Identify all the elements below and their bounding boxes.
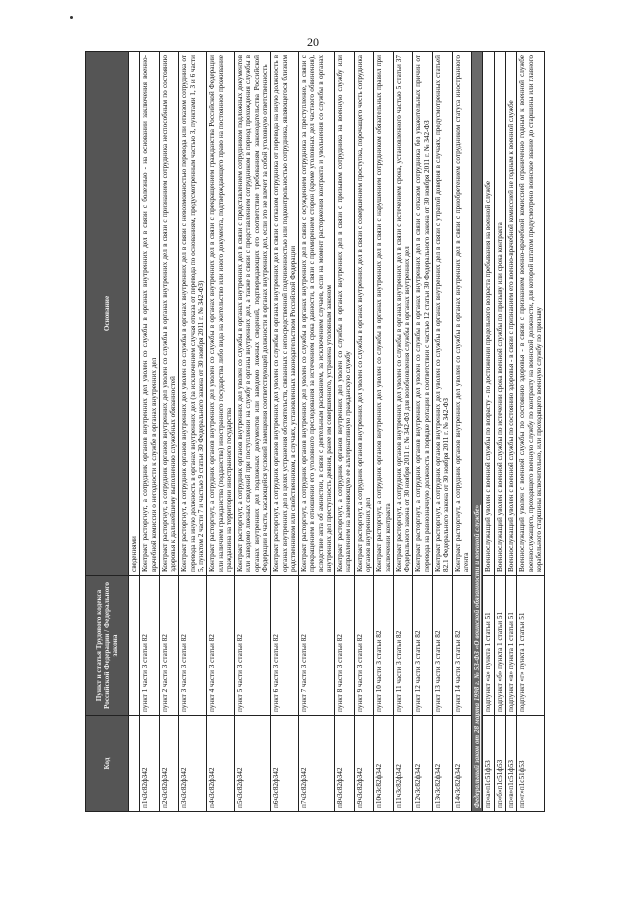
table-row [179,52,207,812]
basis-cell: Контракт расторгнут, а сотрудник органов внутренних дел уволен со службы в органах внутренних дел в связи с прекращением гражданства Российской Федерации или наличием гражданства (подданства) иностранного государства либо вида на жительство или иного документа, подтверждающего право на постоянное проживание гражданина на территории иностранного государства [207,52,235,576]
code-cell: п14ч3с82ф342 [452,716,472,812]
table-row [374,52,394,812]
point-cell: пункт 1 части 3 статьи 82 [140,576,160,716]
table-row [413,52,433,812]
table-row [140,52,160,812]
dismissal-codes-table [85,51,545,812]
point-cell: пункт 5 части 3 статьи 82 [235,576,271,716]
basis-cell: Контракт расторгнут, а сотрудник органов внутренних дел уволен со службы в органах внутренних дел в связи с отказом сотрудника от перевода на иную должность в органах внутренних дел в целях устранения обстоятельств, связанных с непосредственной подчиненностью или подконтрольностью сотрудника, являющегося близким родственником или свойственником, в случаях, установленных законодательством Российской Федерации [271,52,299,576]
section-row [472,52,483,812]
table-row [483,52,494,812]
basis-cell: Контракт расторгнут, а сотрудник органов внутренних дел уволен со службы в органах внутренних дел в связи с нарушением сотрудником обязательных правил при заключении контракта [374,52,394,576]
code-cell: пп«г»п1с51ф53 [517,716,545,812]
table-row [494,52,505,812]
code-cell: п6ч3с82ф342 [271,716,299,812]
point-cell: пункт 10 части 3 статьи 82 [374,576,394,716]
code-cell: п4ч3с82ф342 [207,716,235,812]
point-cell: подпункт «а» пункта 1 статьи 51 [483,576,494,716]
point-cell: пункт 7 части 3 статьи 82 [299,576,335,716]
code-cell: п2ч3с82ф342 [159,716,179,812]
basis-cell: Контракт расторгнут, а сотрудник органов внутренних дел уволен со службы в органах внутренних дел в связи с приобретением сотрудником статуса иностранного агента [452,52,472,576]
point-cell [129,576,140,716]
table-row [299,52,335,812]
basis-cell: Контракт расторгнут, а сотрудник органов внутренних дел уволен со службы в органах внутренних дел в связи с отказом сотрудника без уважительных причин от перевода на равнозначную должность в порядке ротации в соответствии с частью 12 статьи 30 Федерального закона от 30 ноября 2011 г. № 342-ФЗ [413,52,433,576]
point-cell: пункт 11 части 3 статьи 82 [393,576,413,716]
basis-cell: Контракт расторгнут, а сотрудник органов внутренних дел уволен со службы в органах внутренних дел в связи с утратой доверия в случаях, предусмотренных статьей 82.1 Федерального закона от 30 ноября 2011 г. № 342-ФЗ [433,52,453,576]
code-cell: пп«б»п1с51ф53 [494,716,505,812]
basis-cell: Контракт расторгнут, а сотрудник органов внутренних дел уволен со службы в органах внутренних дел в связи с призывом сотрудника на военную службу или направлением на заменяющую ее альтернативную гражданскую службу [335,52,355,576]
point-cell: подпункт «в» пункта 1 статьи 51 [505,576,516,716]
table-body-342fz [129,52,472,812]
table-body-53fz [483,52,545,812]
point-cell: пункт 13 части 3 статьи 82 [433,576,453,716]
basis-cell: Военнослужащий уволен с военной службы по состоянию здоровья - в связи с признанием его военно-врачебной комиссией не годным к военной службе [505,52,516,576]
rotated-table-container [85,52,560,812]
table-section-53fz [472,52,483,812]
code-cell: п5ч3с82ф342 [235,716,271,812]
table-row [335,52,355,812]
scan-mark [70,16,73,19]
header-point: Пункт и статья Трудового кодекса Российской Федерации / Федерального закона [86,576,129,716]
point-cell: пункт 2 части 3 статьи 82 [159,576,179,716]
code-cell: пп«а»п1с51ф53 [483,716,494,812]
code-cell: п10ч3с82ф342 [374,716,394,812]
table-row [271,52,299,812]
code-cell: п13ч3с82ф342 [433,716,453,812]
point-cell: пункт 12 части 3 статьи 82 [413,576,433,716]
code-cell: п8ч3с82ф342 [335,716,355,812]
point-cell: пункт 9 части 3 статьи 82 [354,576,374,716]
point-cell: пункт 6 части 3 статьи 82 [271,576,299,716]
table-row [354,52,374,812]
basis-cell: сведениями [129,52,140,576]
page-number: 20 [307,35,319,49]
code-cell: пп«в»п1с51ф53 [505,716,516,812]
header-code: Код [86,716,129,812]
code-cell: п11ч3с82ф342 [393,716,413,812]
table-row [517,52,545,812]
header-basis: Основание [86,52,129,576]
point-cell: пункт 3 части 3 статьи 82 [179,576,207,716]
basis-cell: Контракт расторгнут, а сотрудник органов внутренних дел уволен со службы в органах внутренних дел в связи с представлением сотрудником подложных документов или заведомо ложных сведений при поступлении на службу в органы внутренних дел, а также в связи с представлением сотрудником в период прохождения службы в органах внутренних дел подложных документов или заведомо ложных сведений, подтверждающих его соответствие требованиям законодательства Российской Федерации в части, касающейся условий замещения соответствующей должности в органах внутренних дел, если это не влечет за собой уголовную ответственность [235,52,271,576]
code-cell: п3ч3с82ф342 [179,716,207,812]
code-cell: п1ч3с82ф342 [140,716,160,812]
basis-cell: Контракт расторгнут, а сотрудник органов внутренних дел уволен со службы в органах внутренних дел в связи с болезнью - на основании заключения военно-врачебной комиссии о негодности к службе в органах внутренних дел [140,52,160,576]
basis-cell: Военнослужащий уволен с военной службы по возрасту - по достижении предельного возраста пребывания на военной службе [483,52,494,576]
point-cell: пункт 4 части 3 статьи 82 [207,576,235,716]
table-row [129,52,140,812]
table-row [433,52,453,812]
code-cell: п9ч3с82ф342 [354,716,374,812]
table-row [207,52,235,812]
basis-cell: Военнослужащий уволен с военной службы по состоянию здоровья - в связи с признанием военно-врачебной комиссией ограниченно годным к военной службе военнослужащего, проходящего военную службу по контракту на воинской должности, для которой штатом предусмотрено воинское звание до старшины или главного корабельного старшины включительно, или проходящего военную службу по призыву [517,52,545,576]
table-row [393,52,413,812]
code-cell: п7ч3с82ф342 [299,716,335,812]
table-row [159,52,179,812]
table-row [452,52,472,812]
basis-cell: Контракт расторгнут, а сотрудник органов внутренних дел уволен со службы в органах внутренних дел в связи с признанием сотрудника неспособным по состоянию здоровья к дальнейшему выполнению служебных обязанностей [159,52,179,576]
point-cell: пункт 14 части 3 статьи 82 [452,576,472,716]
basis-cell: Контракт расторгнут, а сотрудник органов внутренних дел уволен со службы в органах внутренних дел в связи с совершением проступка, порочащего честь сотрудника органов внутренних дел [354,52,374,576]
table-row [235,52,271,812]
basis-cell: Контракт расторгнут, а сотрудник органов внутренних дел уволен со службы в органах внутренних дел в связи с истечением срока, установленного частью 5 статьи 37 Федерального закона от 30 ноября 2011 г. № 342-ФЗ для возобновления службы в органах внутренних дел [393,52,413,576]
table-row [505,52,516,812]
code-cell: п12ч3с82ф342 [413,716,433,812]
point-cell: подпункт «г» пункта 1 статьи 51 [517,576,545,716]
point-cell: пункт 8 части 3 статьи 82 [335,576,355,716]
basis-cell: Военнослужащий уволен с военной службы по истечении срока военной службы по призыву или срока контракта [494,52,505,576]
point-cell: подпункт «б» пункта 1 статьи 51 [494,576,505,716]
basis-cell: Контракт расторгнут, а сотрудник органов внутренних дел уволен со службы в органах внутренних дел в связи с осуждением сотрудника за преступление, в связи с прекращением в отношении его уголовного преследования за истечением срока давности, в связи с примирением сторон (кроме уголовных дел частного обвинения), вследствие акта об амнистии, в связи с деятельным раскаянием, за исключением случаев, если на момент расторжения контракта и увольнения со службы в органах внутренних дел преступность деяния, ранее им совершенного, устранена уголовным законом [299,52,335,576]
code-cell [129,716,140,812]
table-header-row [86,52,129,812]
section-title: Федеральный закон от 28 марта 1998 г. № 53-ФЗ «О воинской обязанности и военной службе» [472,52,483,812]
basis-cell: Контракт расторгнут, а сотрудник органов внутренних дел уволен со службы в органах внутренних дел в связи с невозможностью перевода или отказом сотрудника от перевода на иную должность в органах внутренних дел (за исключением случая отказа от перевода по основаниям, предусмотренным частью 3, пунктами 1, 3 и 6 части 5, пунктом 2 части 7 и частью 9 статьи 30 Федерального закона от 30 ноября 2011 г. № 342-ФЗ) [179,52,207,576]
